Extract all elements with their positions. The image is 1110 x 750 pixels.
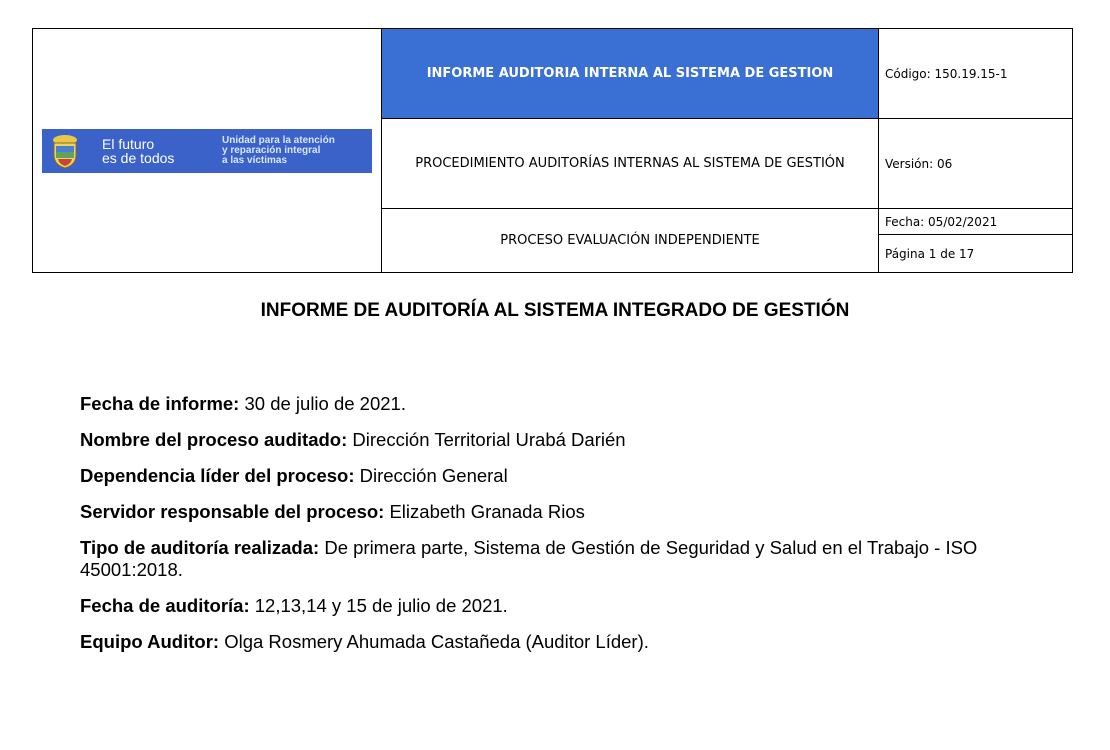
document-date: Fecha: 05/02/2021 bbox=[879, 209, 1073, 235]
field-audit-type bbox=[80, 537, 1040, 581]
field-label: Equipo Auditor: bbox=[80, 631, 220, 652]
field-label: Fecha de informe: bbox=[80, 393, 240, 414]
field-value: Elizabeth Granada Rios bbox=[384, 501, 585, 522]
page-number: Página 1 de 17 bbox=[879, 235, 1073, 273]
logo-unit-line: Unidad para la atención bbox=[222, 134, 335, 146]
logo-slogan-line: es de todos bbox=[102, 149, 175, 166]
document-version: Versión: 06 bbox=[879, 119, 1073, 209]
field-audit-date bbox=[80, 595, 1040, 617]
document-code: Código: 150.19.15-1 bbox=[879, 29, 1073, 119]
field-value: Olga Rosmery Ahumada Castañeda (Auditor Líder). bbox=[219, 631, 649, 652]
field-label: Servidor responsable del proceso: bbox=[80, 501, 385, 522]
field-responsible-servant bbox=[80, 501, 1040, 523]
field-label: Nombre del proceso auditado: bbox=[80, 429, 348, 450]
logo-unit-name bbox=[222, 136, 335, 166]
report-header-title: INFORME AUDITORIA INTERNA AL SISTEMA DE GESTION bbox=[382, 29, 879, 119]
institution-logo bbox=[42, 129, 372, 173]
field-audited-process bbox=[80, 429, 1040, 451]
procedure-name: PROCEDIMIENTO AUDITORÍAS INTERNAS AL SISTEMA DE GESTIÓN bbox=[382, 119, 879, 209]
field-audit-team bbox=[80, 631, 1040, 653]
field-label: Tipo de auditoría realizada: bbox=[80, 537, 320, 558]
field-lead-dependency bbox=[80, 465, 1040, 487]
field-label: Dependencia líder del proceso: bbox=[80, 465, 355, 486]
logo-slogan-line: El futuro bbox=[102, 135, 155, 152]
logo-unit-line: y reparación integral bbox=[222, 144, 321, 156]
document-header-table bbox=[32, 28, 1073, 273]
field-value: De primera parte, Sistema de Gestión de Seguridad y Salud en el Trabajo - ISO 45001:2018. bbox=[80, 537, 978, 580]
logo-slogan bbox=[102, 137, 202, 165]
process-name: PROCESO EVALUACIÓN INDEPENDIENTE bbox=[382, 209, 879, 273]
document-title: INFORME DE AUDITORÍA AL SISTEMA INTEGRADO DE GESTIÓN bbox=[260, 300, 850, 321]
coat-of-arms-icon bbox=[48, 133, 82, 169]
logo-cell bbox=[33, 29, 382, 273]
field-value: Dirección Territorial Urabá Darién bbox=[347, 429, 626, 450]
field-value: 30 de julio de 2021. bbox=[239, 393, 406, 414]
field-label: Fecha de auditoría: bbox=[80, 595, 250, 616]
logo-unit-line: a las víctimas bbox=[222, 154, 288, 166]
report-fields bbox=[80, 393, 1040, 667]
field-report-date bbox=[80, 393, 1040, 415]
field-value: Dirección General bbox=[354, 465, 508, 486]
field-value: 12,13,14 y 15 de julio de 2021. bbox=[249, 595, 508, 616]
